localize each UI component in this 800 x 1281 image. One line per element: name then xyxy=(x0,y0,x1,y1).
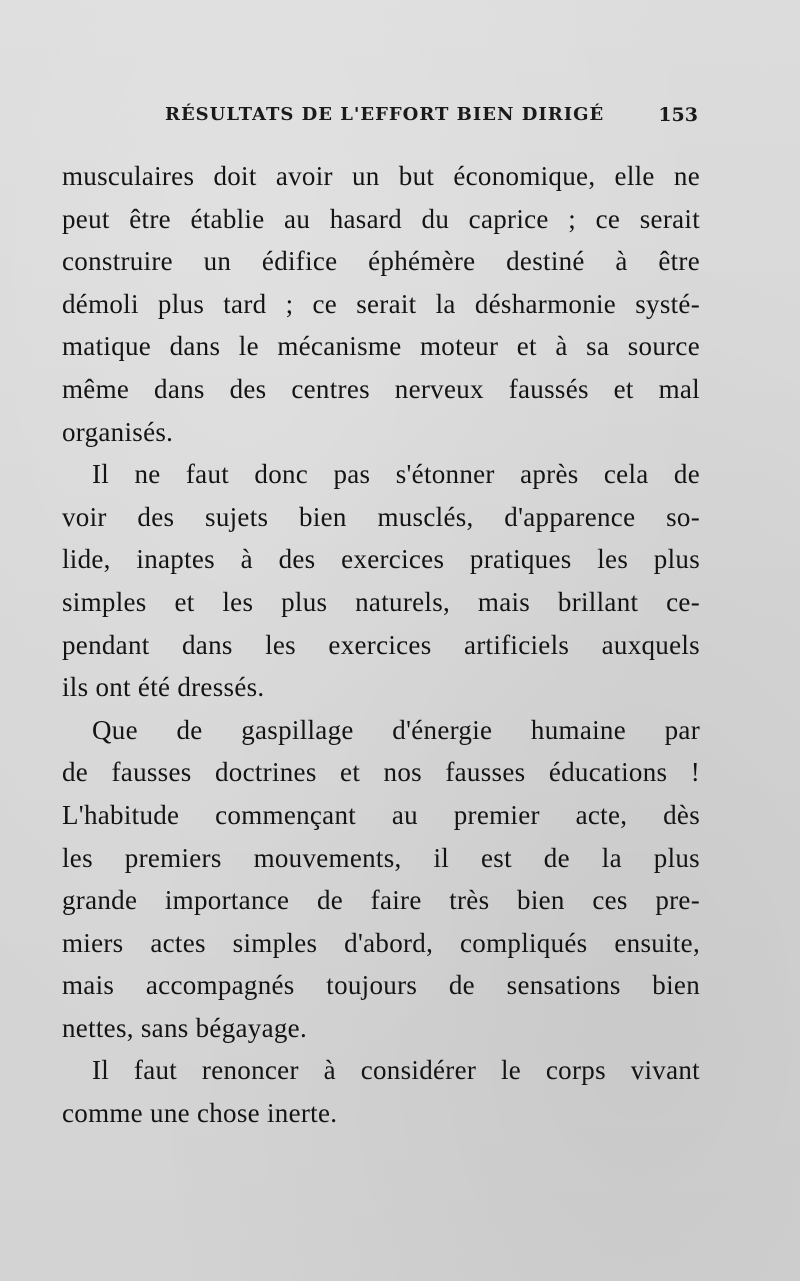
text-line: comme une chose inerte. xyxy=(62,1098,338,1129)
text-line: lide, inaptes à des exercices pratiques les plus xyxy=(62,544,700,575)
text-line: les premiers mouvements, il est de la plus xyxy=(62,842,700,873)
text-line: même dans des centres nerveux faussés et mal xyxy=(62,373,700,404)
body-text xyxy=(62,155,700,1135)
text-line: simples et les plus naturels, mais brillant ce- xyxy=(62,586,700,617)
text-line: nettes, sans bégayage. xyxy=(62,1012,308,1043)
text-line: de fausses doctrines et nos fausses éducations ! xyxy=(62,757,700,788)
text-line: ils ont été dressés. xyxy=(62,672,265,703)
text-line: mais accompagnés toujours de sensations bien xyxy=(62,970,700,1001)
running-title: RÉSULTATS DE L'EFFORT BIEN DIRIGÉ xyxy=(165,104,605,125)
text-line: matique dans le mécanisme moteur et à sa source xyxy=(62,331,700,362)
paragraph-start-line: Que de gaspillage d'énergie humaine par xyxy=(92,714,700,745)
text-line: grande importance de faire très bien ces pre- xyxy=(62,885,700,916)
text-line: démoli plus tard ; ce serait la désharmonie systé- xyxy=(62,288,700,319)
text-line: musculaires doit avoir un but économique, elle ne xyxy=(62,161,700,191)
text-line: miers actes simples d'abord, compliqués ensuite, xyxy=(62,927,700,958)
text-line: peut être établie au hasard du caprice ; ce serait xyxy=(62,203,700,234)
text-line: L'habitude commençant au premier acte, dès xyxy=(62,799,700,830)
page-number: 153 xyxy=(658,104,698,126)
text-line: voir des sujets bien musclés, d'apparence so- xyxy=(62,501,700,532)
text-line: pendant dans les exercices artificiels auxquels xyxy=(62,629,700,660)
running-head xyxy=(0,104,800,134)
paragraph-start-line: Il faut renoncer à considérer le corps vivant xyxy=(92,1055,700,1086)
paragraph-start-line: Il ne faut donc pas s'étonner après cela de xyxy=(92,459,700,490)
text-line: organisés. xyxy=(62,416,174,447)
text-line: construire un édifice éphémère destiné à être xyxy=(62,246,700,277)
